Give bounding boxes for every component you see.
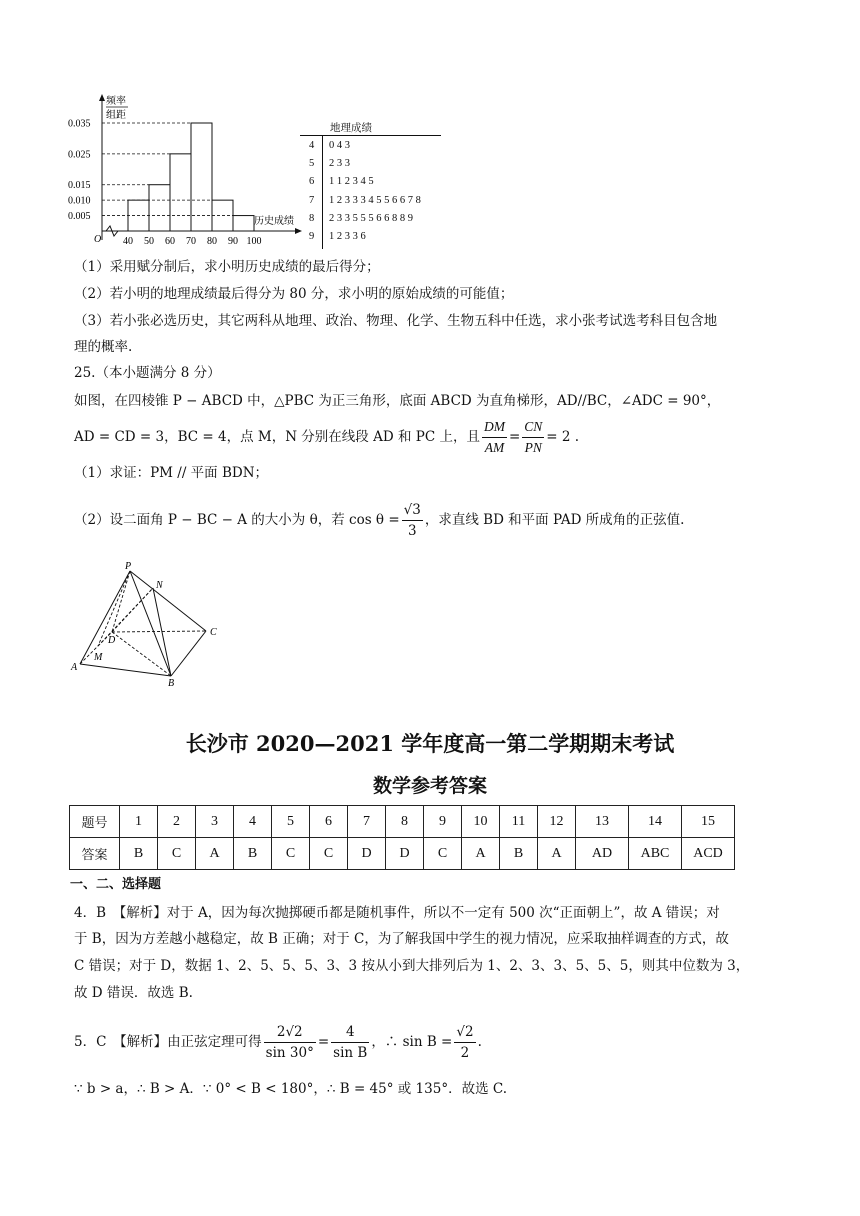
stemleaf-title: 地理成绩 <box>330 123 372 134</box>
vertex-d-label: D <box>108 635 116 646</box>
answer-cell: D <box>386 838 424 870</box>
q25-part2-tail: ，求直线 BD 和平面 PAD 所成角的正弦值. <box>424 512 685 528</box>
answer-cell: A <box>538 838 576 870</box>
histogram-bar <box>149 185 170 231</box>
fraction-denominator: PN <box>524 439 542 455</box>
stemleaf-leaves: 0 4 3 <box>329 140 350 151</box>
histogram-x-tick: 40 <box>123 236 133 247</box>
histogram-x-tick: 50 <box>144 236 154 247</box>
fraction-cn-pn <box>522 417 544 458</box>
row-header: 答案 <box>70 838 120 870</box>
fraction-sqrt3-3 <box>402 500 423 541</box>
q25-part2-text: （2）设二面角 P − BC − A 的大小为 θ，若 cos θ = <box>74 512 400 528</box>
fraction-numerator: 2√2 <box>264 1022 316 1043</box>
stemleaf-leaves: 2 3 3 <box>329 158 350 170</box>
table-row <box>70 806 735 838</box>
stemleaf-stem: 6 <box>309 176 315 188</box>
fraction-numerator: 4 <box>331 1022 369 1043</box>
answer-table <box>69 805 735 870</box>
question-number-cell: 5 <box>272 806 310 838</box>
fraction-dm-am <box>482 417 507 458</box>
q24-part2: （2）若小明的地理成绩最后得分为 80 分，求小明的原始成绩的可能值； <box>74 286 514 302</box>
history-histogram <box>66 92 306 252</box>
answer5-line1 <box>74 1016 482 1068</box>
answer-cell: AD <box>576 838 629 870</box>
q25-line1: 如图，在四棱锥 P − ABCD 中，△PBC 为正三角形，底面 ABCD 为直角梯形，AD//BC，∠ADC = 90°， <box>74 393 721 409</box>
question-number-cell: 13 <box>576 806 629 838</box>
answer5-text: 5．C 【解析】由正弦定理可得 <box>74 1034 262 1050</box>
stemleaf-stem: 9 <box>309 231 315 242</box>
answer5-therefore: ，∴ sin B = <box>371 1034 453 1050</box>
answer-cell: C <box>158 838 196 870</box>
answer-cell: ABC <box>629 838 682 870</box>
vertex-a-label: A <box>71 662 78 673</box>
q25-line2-tail: = 2 . <box>546 429 580 445</box>
histogram-x-tick: 100 <box>246 236 262 247</box>
question-number-cell: 2 <box>158 806 196 838</box>
histogram-y-tick: 0.005 <box>68 211 91 223</box>
answer4-line1: 4．B 【解析】对于 A，因为每次抛掷硬币都是随机事件，所以不一定有 500 次“正面朝上”，故 A 错误；对 <box>74 905 720 921</box>
point-n-label: N <box>156 580 163 591</box>
vertex-b-label: B <box>168 678 175 688</box>
fraction-2sqrt2-sin30 <box>264 1022 316 1063</box>
stemleaf-stem: 5 <box>309 158 315 170</box>
point-m-label: M <box>94 652 103 663</box>
stemleaf-stem: 7 <box>309 194 315 206</box>
fraction-4-sinb <box>331 1022 369 1063</box>
question-number-cell: 12 <box>538 806 576 838</box>
answer5-line2: ∵ b > a，∴ B > A．∵ 0° < B < 180°，∴ B = 45° 或 135°．故选 C. <box>74 1081 508 1097</box>
question-number-cell: 4 <box>234 806 272 838</box>
section-heading: 一、二、选择题 <box>70 877 162 892</box>
question-number-cell: 1 <box>120 806 158 838</box>
stemleaf-stem: 4 <box>309 140 315 151</box>
pyramid-figure <box>68 558 228 688</box>
histogram-x-tick: 90 <box>228 236 238 247</box>
fraction-denominator: sin B <box>333 1044 368 1061</box>
question-number-cell: 8 <box>386 806 424 838</box>
q25-line2 <box>74 414 579 460</box>
stemleaf-leaves: 1 2 3 3 6 <box>329 231 366 242</box>
answer-cell: B <box>120 838 158 870</box>
equals-sign: = <box>317 1034 330 1050</box>
stemleaf-stem: 8 <box>309 212 315 224</box>
equals-sign: = <box>508 429 521 445</box>
question-number-cell: 3 <box>196 806 234 838</box>
q25-line2-text: AD = CD = 3，BC = 4，点 M，N 分别在线段 AD 和 PC 上，且 <box>74 429 480 445</box>
fraction-numerator: CN <box>522 417 544 438</box>
fraction-numerator: √3 <box>402 500 423 521</box>
histogram-x-tick: 70 <box>186 236 196 247</box>
question-number-cell: 6 <box>310 806 348 838</box>
histogram-x-tick: 60 <box>165 236 175 247</box>
table-row <box>70 838 735 870</box>
answer-cell: A <box>462 838 500 870</box>
answer5-period: . <box>477 1034 482 1050</box>
page-subtitle: 数学参考答案 <box>372 775 487 797</box>
histogram-y-tick: 0.025 <box>68 149 91 161</box>
histogram-y-tick: 0.035 <box>68 118 91 130</box>
question-number-cell: 7 <box>348 806 386 838</box>
q25-part1: （1）求证：PM // 平面 BDN； <box>74 465 269 481</box>
question-number-cell: 15 <box>682 806 735 838</box>
histogram-ylabel-bottom: 组距 <box>106 110 126 121</box>
question-number-cell: 10 <box>462 806 500 838</box>
stemleaf-leaves: 1 1 2 3 4 5 <box>329 176 374 188</box>
q24-part3-line1: （3）若小张必选历史，其它两科从地理、政治、物理、化学、生物五科中任选，求小张考试选考科目包含地 <box>74 313 718 329</box>
answer-cell: ACD <box>682 838 735 870</box>
question-number-cell: 14 <box>629 806 682 838</box>
answer-cell: B <box>500 838 538 870</box>
answer-cell: C <box>424 838 462 870</box>
stemleaf-leaves: 1 2 3 3 3 4 5 5 6 6 7 8 <box>329 194 421 206</box>
fraction-denominator: 2 <box>460 1044 470 1061</box>
stemleaf-leaves: 2 3 3 5 5 5 6 6 8 8 9 <box>329 212 413 224</box>
vertex-p-label: P <box>125 561 132 572</box>
vertex-c-label: C <box>210 627 217 638</box>
fraction-numerator: DM <box>482 417 507 438</box>
answer4-line4: 故 D 错误．故选 B. <box>74 985 193 1001</box>
answer-cell: D <box>348 838 386 870</box>
answer4-line2: 于 B，因为方差越小越稳定，故 B 正确；对于 C，为了解我国中学生的视力情况，应采取抽样调查的方式，故 <box>74 931 729 947</box>
page-title: 长沙市 2020—2021 学年度高一第二学期期末考试 <box>185 731 675 756</box>
histogram-bar <box>170 154 191 231</box>
histogram-bar <box>233 216 254 231</box>
histogram-x-tick: 80 <box>207 236 217 247</box>
q25-part2 <box>74 496 684 544</box>
histogram-ylabel-top: 频率 <box>106 96 126 107</box>
histogram-origin: O <box>94 234 102 245</box>
q25-heading: 25.（本小题满分 8 分） <box>74 365 221 381</box>
q24-part3-line2: 理的概率. <box>74 339 133 355</box>
stem-leaf-plot <box>300 118 442 250</box>
histogram-bar <box>191 123 212 231</box>
fraction-sqrt2-2 <box>454 1022 475 1063</box>
answer-cell: C <box>310 838 348 870</box>
q24-part1: （1）采用赋分制后，求小明历史成绩的最后得分； <box>74 259 380 275</box>
question-number-cell: 9 <box>424 806 462 838</box>
fraction-numerator: √2 <box>454 1022 475 1043</box>
answer-cell: C <box>272 838 310 870</box>
answer-cell: B <box>234 838 272 870</box>
row-header: 题号 <box>70 806 120 838</box>
fraction-denominator: 3 <box>407 522 417 539</box>
histogram-y-tick: 0.010 <box>68 195 91 207</box>
answer4-line3: C 错误；对于 D，数据 1、2、5、5、5、3、3 按从小到大排列后为 1、2、3、3、5、5、5，则其中位数为 3， <box>74 958 750 974</box>
fraction-denominator: AM <box>484 439 505 455</box>
question-number-cell: 11 <box>500 806 538 838</box>
histogram-xlabel: 历史成绩 <box>254 216 294 227</box>
fraction-denominator: sin 30° <box>265 1044 314 1061</box>
answer-cell: A <box>196 838 234 870</box>
histogram-y-tick: 0.015 <box>68 180 91 192</box>
